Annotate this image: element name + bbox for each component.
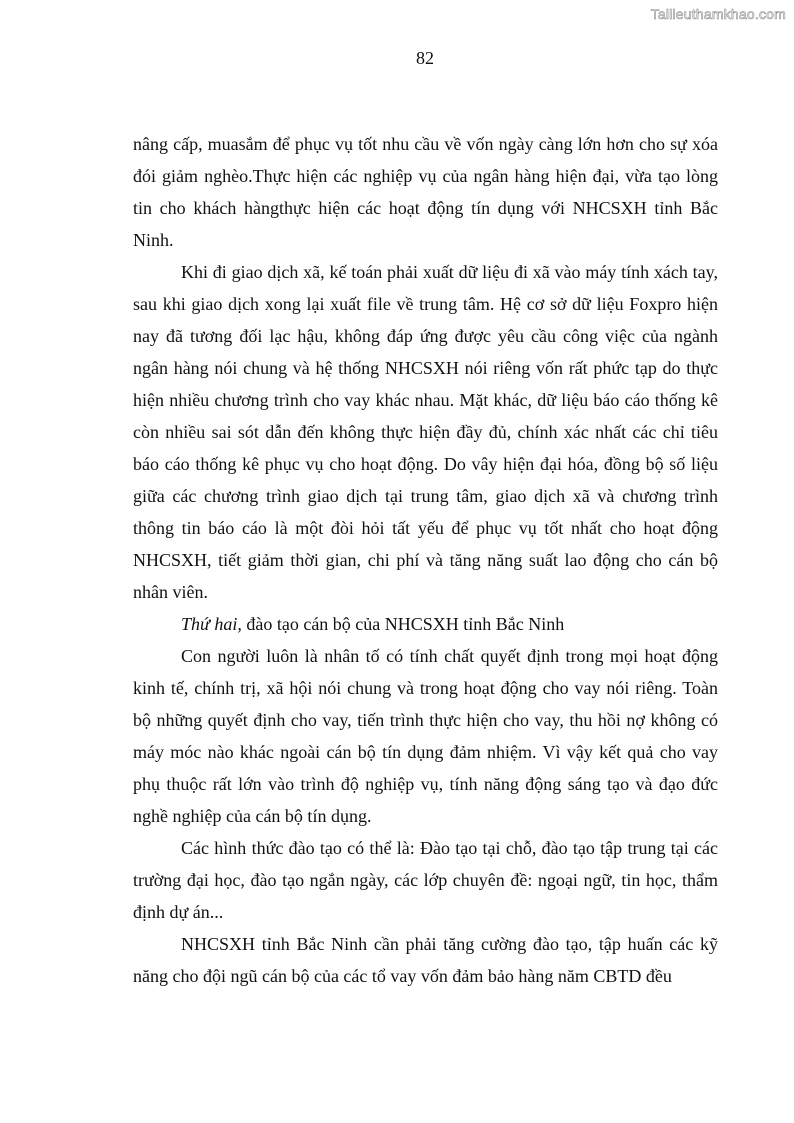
section-heading <box>133 608 718 640</box>
paragraph: nâng cấp, muasắm để phục vụ tốt nhu cầu về vốn ngày càng lớn hơn cho sự xóa đói giảm nghèo.Thực hiện các nghiệp vụ của ngân hàng hiện đại, vừa tạo lòng tin cho khách hàngthực hiện các hoạt động tín dụng với NHCSXH tỉnh Bắc Ninh. <box>133 134 718 250</box>
paragraph: Khi đi giao dịch xã, kế toán phải xuất dữ liệu đi xã vào máy tính xách tay, sau khi giao dịch xong lại xuất file về trung tâm. Hệ cơ sở dữ liệu Foxpro hiện nay đã tương đối lạc hậu, không đáp ứng được yêu cầu công việc của ngành ngân hàng nói chung và hệ thống NHCSXH nói riêng vốn rất phức tạp do thực hiện nhiều chương trình cho vay khác nhau. Mặt khác, dữ liệu báo cáo thống kê còn nhiều sai sót dẫn đến không thực hiện đầy đủ, chính xác nhất các chỉ tiêu báo cáo thống kê phục vụ cho hoạt động. Do vây hiện đại hóa, đồng bộ số liệu giữa các chương trình giao dịch tại trung tâm, giao dịch xã và chương trình thông tin báo cáo là một đòi hỏi tất yếu để phục vụ tốt nhất cho hoạt động NHCSXH, tiết giảm thời gian, chi phí và tăng năng suất lao động cho cán bộ nhân viên. <box>133 262 718 602</box>
watermark: Tailieuthamkhao.com <box>650 6 786 22</box>
paragraph: Các hình thức đào tạo có thể là: Đào tạo tại chỗ, đào tạo tập trung tại các trường đại học, đào tạo ngắn ngày, các lớp chuyên đề: ngoại ngữ, tin học, thẩm định dự án... <box>133 838 718 922</box>
paragraph: Con người luôn là nhân tố có tính chất quyết định trong mọi hoạt động kinh tế, chính trị, xã hội nói chung và trong hoạt động cho vay nói riêng. Toàn bộ những quyết định cho vay, tiến trình thực hiện cho vay, thu hồi nợ không có máy móc nào khác ngoài cán bộ tín dụng đảm nhiệm. Vì vậy kết quả cho vay phụ thuộc rất lớn vào trình độ nghiệp vụ, tính năng động sáng tạo và đạo đức nghề nghiệp của cán bộ tín dụng. <box>133 646 718 826</box>
document-body <box>133 128 718 992</box>
heading-text: đào tạo cán bộ của NHCSXH tỉnh Bắc Ninh <box>241 614 565 634</box>
page-number: 82 <box>416 48 434 68</box>
heading-italic-label: Thứ hai, <box>181 614 242 634</box>
paragraph: NHCSXH tỉnh Bắc Ninh cần phải tăng cường đào tạo, tập huấn các kỹ năng cho đội ngũ cán bộ của các tổ vay vốn đảm bảo hàng năm CBTD đều <box>133 934 718 986</box>
